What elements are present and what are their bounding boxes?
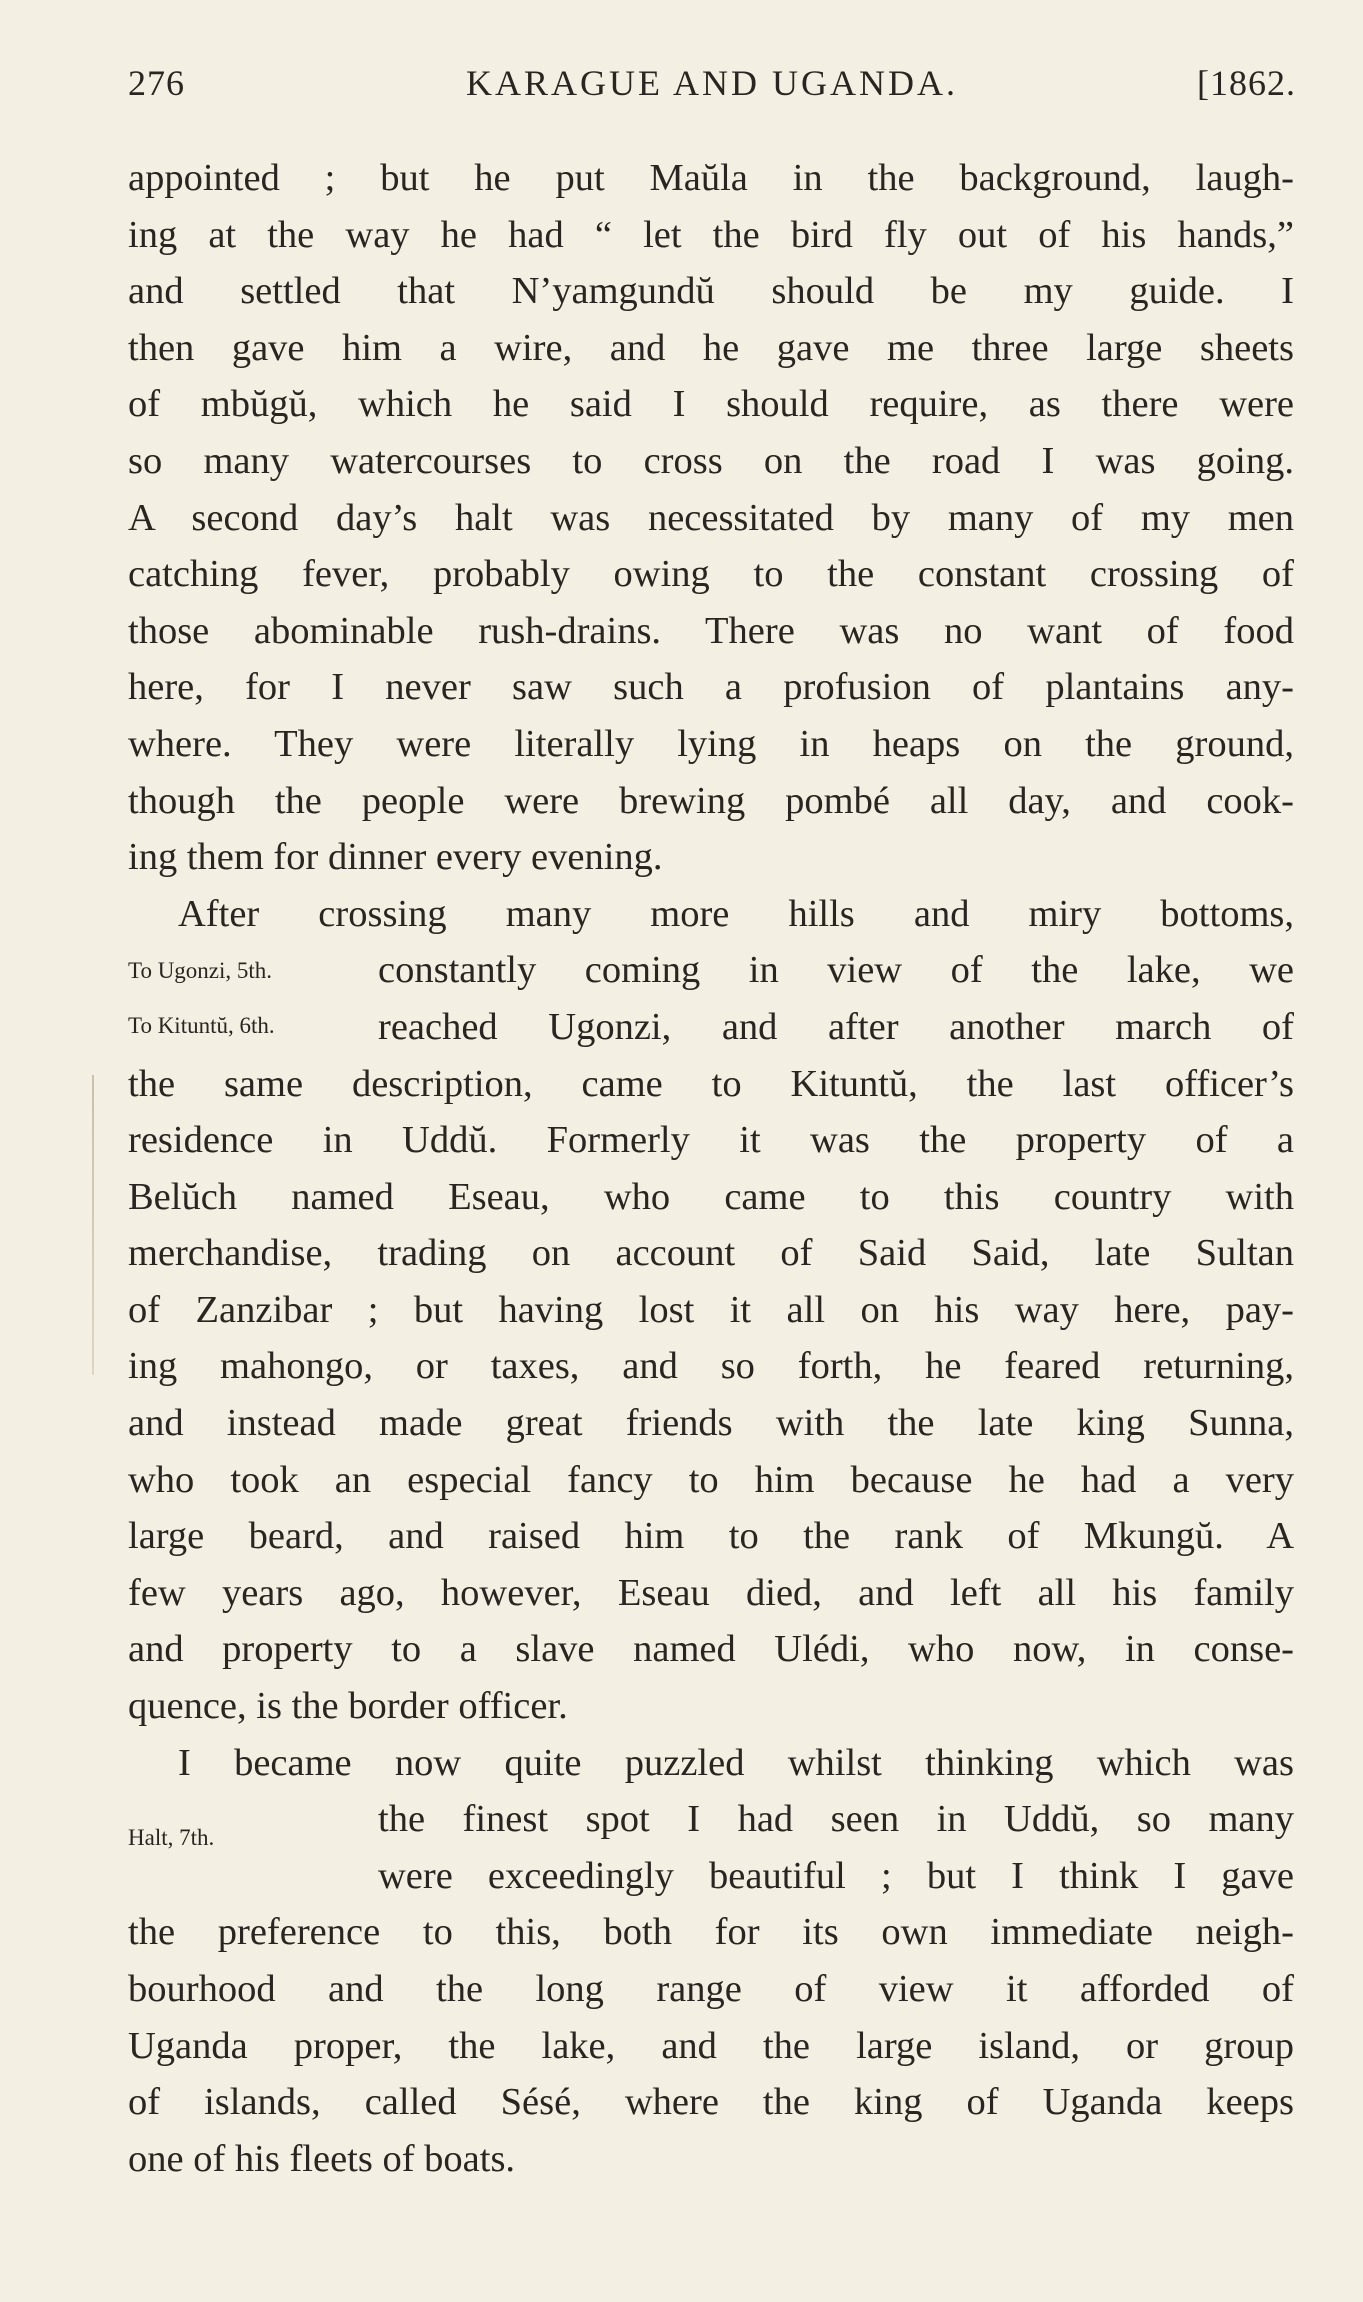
margin-note-halt: Halt, 7th. <box>128 1825 215 1851</box>
text-line: I became now quite puzzled whilst thinking which was <box>178 1741 1294 1784</box>
text-line: so many watercourses to cross on the road I was going. <box>128 439 1294 482</box>
margin-row-halt <box>128 1791 1294 1904</box>
text-line: then gave him a wire, and he gave me three large sheets <box>128 326 1294 369</box>
text-line: the same description, came to Kituntŭ, the last officer’s <box>128 1062 1294 1105</box>
text-line: the preference to this, both for its own immediate neigh- <box>128 1911 1294 1954</box>
text-line: and property to a slave named Ulédi, who now, in conse- <box>128 1628 1294 1671</box>
text-line: few years ago, however, Eseau died, and left all his family <box>128 1571 1294 1614</box>
text-line: one of his fleets of boats. <box>128 2137 516 2180</box>
text-line: ing them for dinner every evening. <box>128 836 663 879</box>
text-line: of islands, called Sésé, where the king of Uganda keeps <box>128 2081 1294 2124</box>
text-line: ing mahongo, or taxes, and so forth, he feared returning, <box>128 1345 1294 1388</box>
text-line: A second day’s halt was necessitated by many of my men <box>128 496 1294 539</box>
margin-note-kituntu: To Kituntŭ, 6th. <box>128 1012 275 1038</box>
text-line: catching fever, probably owing to the constant crossing of <box>128 553 1294 596</box>
text-line: of mbŭgŭ, which he said I should require, as there were <box>128 383 1294 426</box>
text-line: appointed ; but he put Maŭla in the background, laugh- <box>128 157 1294 199</box>
margin-row-kituntu <box>128 999 1294 1056</box>
text-line: ing at the way he had “ let the bird fly out of his hands,” <box>128 213 1294 256</box>
text-line: though the people were brewing pombé all day, and cook- <box>128 779 1294 822</box>
text-line: merchandise, trading on account of Said Said, late Sultan <box>128 1232 1294 1275</box>
text-line: quence, is the border officer. <box>128 1685 568 1728</box>
running-header <box>128 62 1296 122</box>
text-line: and settled that N’yamgundŭ should be my guide. I <box>128 270 1294 313</box>
text-line: who took an especial fancy to him because he had a very <box>128 1458 1294 1501</box>
text-line: bourhood and the long range of view it afforded of <box>128 1968 1294 2010</box>
margin-note-ugonzi: To Ugonzi, 5th. <box>128 958 273 984</box>
text-line: residence in Uddŭ. Formerly it was the property of a <box>128 1119 1294 1162</box>
running-title: KARAGUE AND UGANDA. <box>466 63 958 103</box>
page-number: 276 <box>128 63 185 103</box>
page-edge-mark <box>92 1075 94 1375</box>
page-body-text <box>128 150 1294 2187</box>
text-line: those abominable rush-drains. There was no want of food <box>128 609 1294 652</box>
text-line: Uganda proper, the lake, and the large island, or group <box>128 2024 1294 2067</box>
text-line: constantly coming in view of the lake, we <box>378 949 1294 992</box>
margin-row-ugonzi <box>128 942 1294 999</box>
text-line: After crossing many more hills and miry bottoms, <box>178 892 1294 935</box>
text-line: the finest spot I had seen in Uddŭ, so many <box>378 1798 1294 1841</box>
text-line: where. They were literally lying in heaps on the ground, <box>128 722 1294 765</box>
text-line: Belŭch named Eseau, who came to this country with <box>128 1175 1294 1218</box>
text-line: of Zanzibar ; but having lost it all on his way here, pay- <box>128 1288 1294 1331</box>
header-year: [1862. <box>1197 63 1296 103</box>
text-line: here, for I never saw such a profusion of plantains any- <box>128 666 1294 709</box>
text-line: large beard, and raised him to the rank of Mkungŭ. A <box>128 1515 1294 1558</box>
text-line: were exceedingly beautiful ; but I think I gave <box>378 1854 1294 1897</box>
text-line: reached Ugonzi, and after another march of <box>378 1005 1294 1048</box>
text-line: and instead made great friends with the late king Sunna, <box>128 1402 1294 1445</box>
